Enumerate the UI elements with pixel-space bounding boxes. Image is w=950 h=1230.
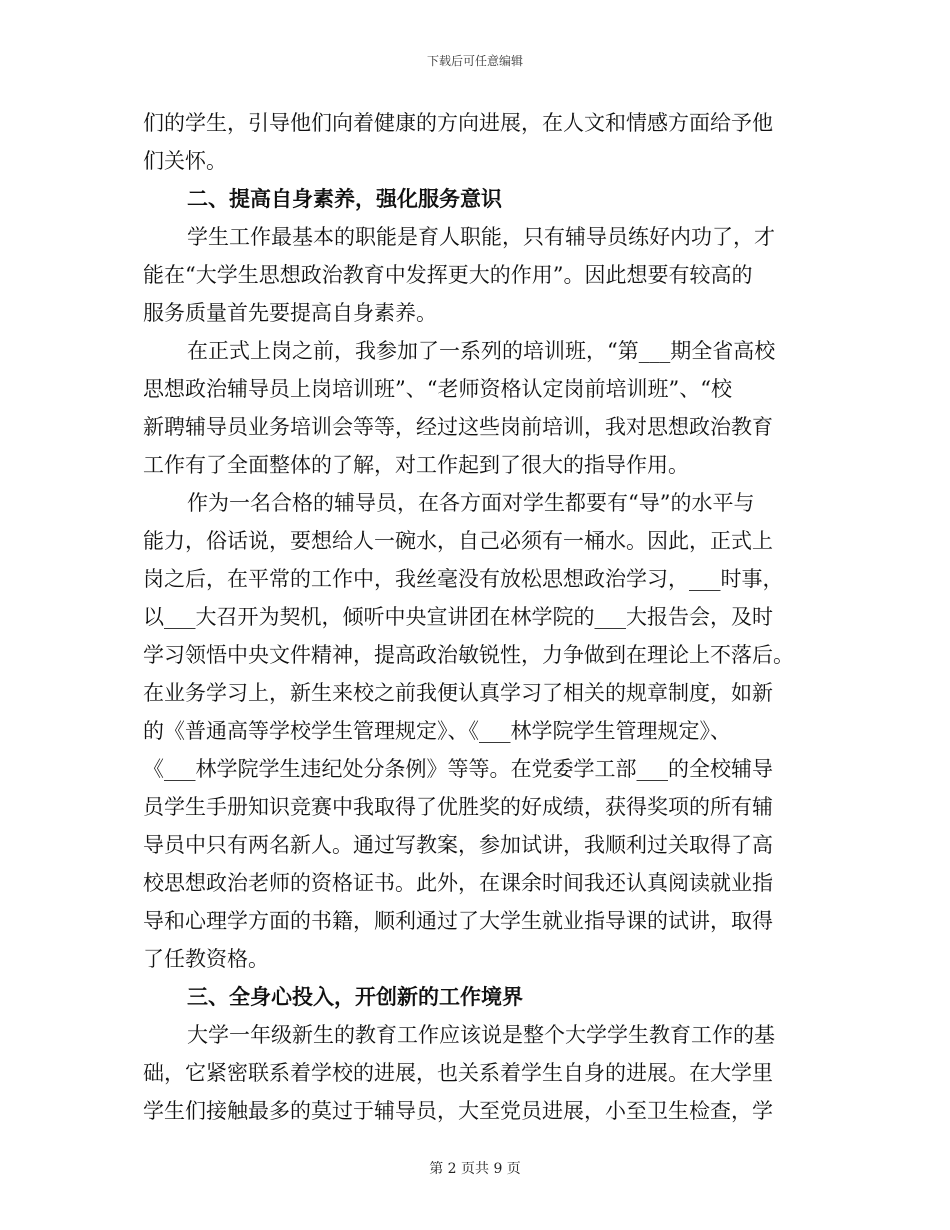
paragraph-line: 础，它紧密联系着学校的进展，也关系着学生自身的进展。在大学里 bbox=[143, 1061, 773, 1085]
paragraph-line: 作为一名合格的辅导员，在各方面对学生都要有“导”的水平与 bbox=[187, 491, 755, 515]
paragraph-line: 导和心理学方面的书籍，顺利通过了大学生就业指导课的试讲，取得 bbox=[143, 909, 773, 933]
paragraph-line: 大学一年级新生的教育工作应该说是整个大学学生教育工作的基 bbox=[187, 1023, 775, 1047]
paragraph-line: 学生工作最基本的职能是育人职能，只有辅导员练好内功了，才 bbox=[187, 225, 775, 249]
paragraph-line: 们的学生，引导他们向着健康的方向进展，在人文和情感方面给予他 bbox=[143, 111, 773, 135]
paragraph-line: 员学生手册知识竞赛中我取得了优胜奖的好成绩，获得奖项的所有辅 bbox=[143, 795, 773, 819]
paragraph-line: 们关怀。 bbox=[143, 149, 227, 173]
page-header: 下载后可任意编辑 bbox=[426, 54, 523, 68]
document-body bbox=[143, 104, 811, 1130]
paragraph-line: 的《普通高等学校学生管理规定》、《___林学院学生管理规定》、 bbox=[143, 719, 731, 743]
section-heading: 三、全身心投入，开创新的工作境界 bbox=[187, 984, 523, 1009]
paragraph-line: 能力，俗话说，要想给人一碗水，自己必须有一桶水。因此，正式上 bbox=[143, 529, 773, 553]
paragraph-line: 校思想政治老师的资格证书。此外，在课余时间我还认真阅读就业指 bbox=[143, 871, 773, 895]
paragraph-line: 导员中只有两名新人。通过写教案，参加试讲，我顺利过关取得了高 bbox=[143, 833, 773, 857]
paragraph-line: 工作有了全面整体的了解，对工作起到了很大的指导作用。 bbox=[143, 453, 689, 477]
paragraph-line: 在正式上岗之前，我参加了一系列的培训班，“第___期全省高校 bbox=[187, 339, 776, 363]
paragraph-line: 思想政治辅导员上岗培训班”、“老师资格认定岗前培训班”、“校 bbox=[143, 377, 732, 401]
page-footer: 第 2 页共 9 页 bbox=[429, 1161, 521, 1177]
paragraph-line: 在业务学习上，新生来校之前我便认真学习了相关的规章制度，如新 bbox=[143, 681, 773, 705]
paragraph-line: 能在“大学生思想政治教育中发挥更大的作用”。因此想要有较高的 bbox=[143, 263, 753, 287]
paragraph-line: 服务质量首先要提高自身素养。 bbox=[143, 301, 437, 325]
paragraph-line: 新聘辅导员业务培训会等等，经过这些岗前培训，我对思想政治教育 bbox=[143, 415, 773, 439]
paragraph-line: 学生们接触最多的莫过于辅导员，大至党员进展，小至卫生检查，学 bbox=[143, 1099, 773, 1123]
paragraph-line: 以___大召开为契机，倾听中央宣讲团在林学院的___大报告会，及时 bbox=[143, 605, 773, 629]
paragraph-line: 了任教资格。 bbox=[143, 947, 269, 971]
paragraph-line: 岗之后，在平常的工作中，我丝毫没有放松思想政治学习，___时事， bbox=[143, 567, 784, 591]
section-heading: 二、提高自身素养，强化服务意识 bbox=[187, 186, 502, 211]
paragraph-line: 学习领悟中央文件精神，提高政治敏锐性，力争做到在理论上不落后。 bbox=[143, 643, 794, 667]
paragraph-line: 《___林学院学生违纪处分条例》等等。在党委学工部___的全校辅导 bbox=[143, 757, 773, 781]
